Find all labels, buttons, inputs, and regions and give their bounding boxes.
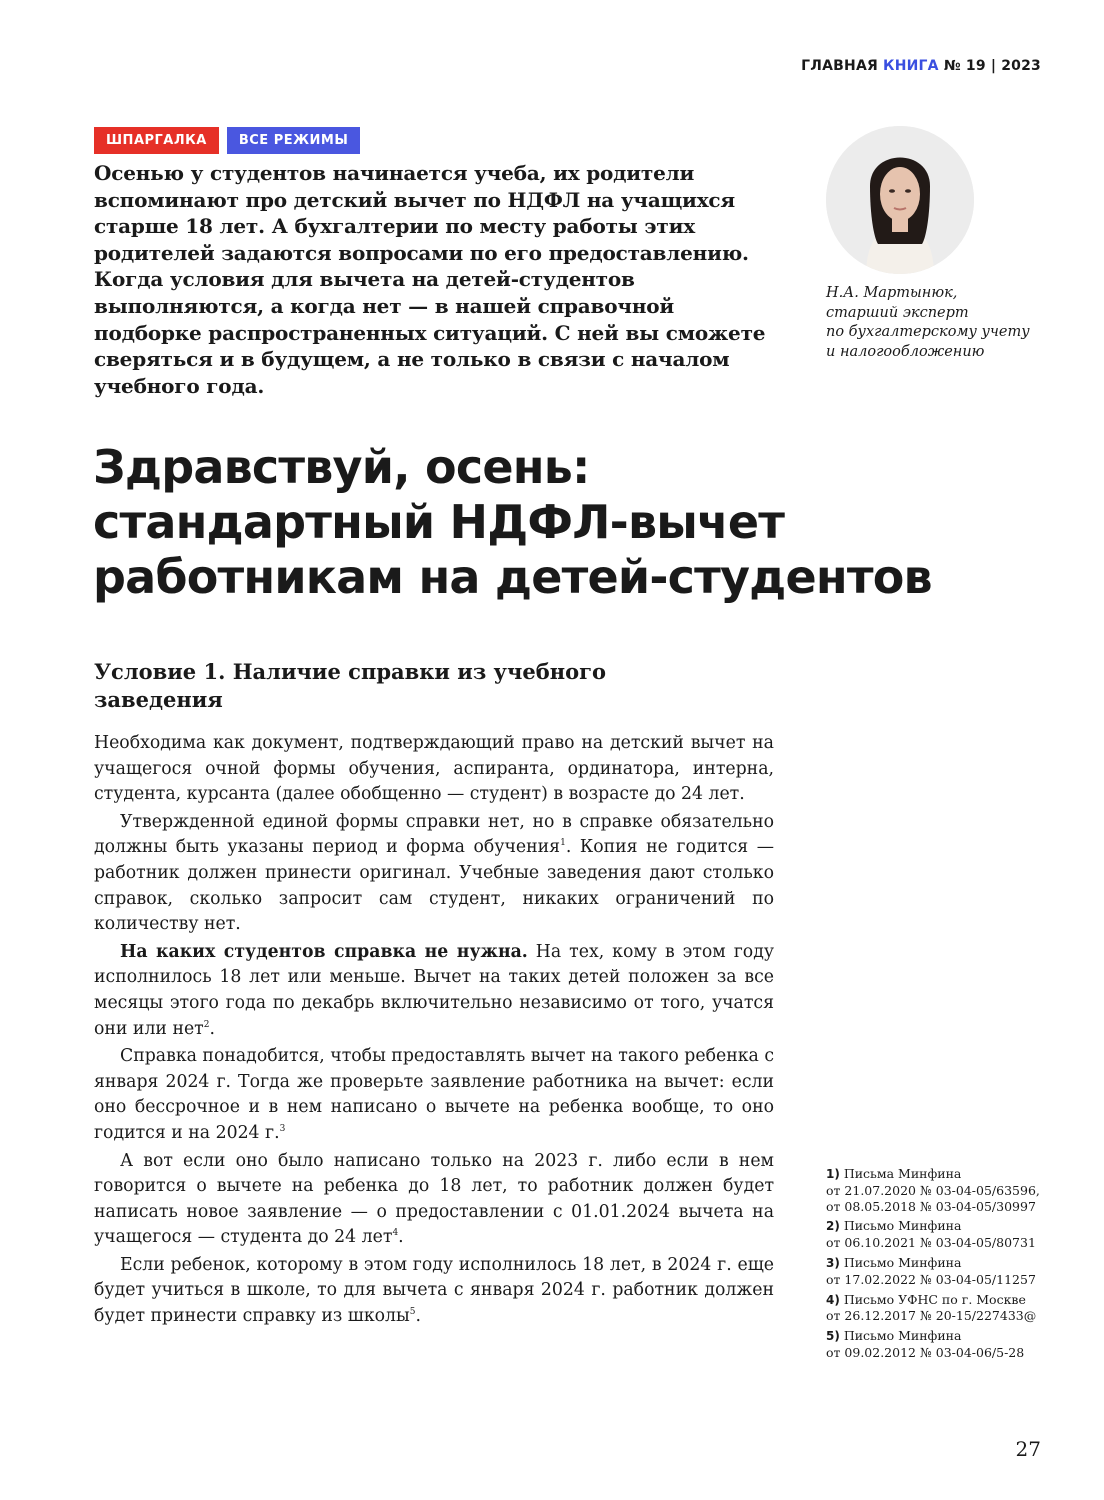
masthead-word2: КНИГА — [883, 58, 939, 74]
footnote-5: 5) Письмо Минфина от 09.02.2012 № 03-04-06/5-28 — [826, 1328, 1025, 1360]
author-role-line1: старший эксперт — [826, 304, 969, 321]
footnote-3: 3) Письмо Минфина от 17.02.2022 № 03-04-05/11257 — [826, 1254, 1036, 1287]
footnote-ref-5: 5 — [409, 1307, 416, 1318]
article-title — [93, 440, 1053, 605]
lead-paragraph: Осенью у студентов начинается учеба, их родители вспоминают про детский вычет по НДФЛ на учащихся старше 18 лет. А бухгалтерии по месту работы этих родителей задаются вопросами по его предоставлению. Когда условия для вычета на детей-студентов выполняются, а когда нет — в нашей справочной подборке распространенных ситуаций. С ней вы сможете сверяться и в будущем, а не только в связи с началом учебного года. — [94, 161, 766, 398]
author-caption — [826, 284, 1046, 362]
author-name: Н.А. Мартынюк, — [826, 285, 958, 301]
body-paragraph-6: Если ребенок, которому в этом году исполнилось 18 лет, в 2024 г. еще будет учиться в школе, то для вычета с января 2024 г. работник должен будет принести справку из школы$^5$. — [94, 1254, 774, 1327]
masthead-issue: № 19 | 2023 — [943, 58, 1041, 74]
author-portrait-illustration — [826, 126, 974, 274]
footnotes — [826, 1166, 1066, 1365]
body-paragraph-2: Утвержденной единой формы справки нет, но в справке обязательно должны быть указаны период и форма обучения$^1$. Копия не годится — работник должен принести оригинал. Учебные заведения дают столько справок, сколько запросит сам студент, никаких ограничений по количеству нет. — [94, 811, 774, 935]
article-body — [94, 731, 774, 1332]
footnote-4: 4) Письмо УФНС по г. Москве от 26.12.2017 № 20-15/227433@ — [826, 1291, 1037, 1324]
page-number: 27 — [1015, 1437, 1041, 1461]
body-paragraph-3: На каких студентов справка не нужна. На тех, кому в этом году исполнилось 18 лет или меньше. Вычет на таких детей положен за все месяцы этого года по декабрь включительно независимо от того, учатся они или нет$^2$. — [94, 941, 774, 1039]
author-photo — [826, 126, 974, 274]
footnote-ref-1: 1 — [560, 838, 566, 849]
footnote-ref-2: 2 — [203, 1019, 210, 1030]
tag-list — [94, 127, 360, 154]
tag-cheatsheet: ШПАРГАЛКА — [94, 127, 219, 154]
author-role-line3: и налогообложению — [826, 343, 985, 360]
inline-heading: На каких студентов справка не нужна. — [120, 941, 528, 962]
title-line1: Здравствуй, осень: — [93, 440, 590, 494]
masthead-word1: ГЛАВНАЯ — [801, 58, 878, 74]
masthead — [801, 58, 1041, 74]
footnote-ref-3: 3 — [279, 1124, 286, 1135]
section-heading: Условие 1. Наличие справки из учебного заведения — [94, 659, 606, 712]
body-paragraph-5: А вот если оно было написано только на 2023 г. либо если в нем говорится о вычете на ребенка до 18 лет, то работник должен будет написать новое заявление — о предоставлении с 01.01.2024 вычета на учащегося — студента до 24 лет$^4$. — [94, 1150, 774, 1248]
footnote-1: 1) Письма Минфина от 21.07.2020 № 03-04-05/63596, от 08.05.2018 № 03-04-05/30997 — [826, 1166, 1040, 1214]
body-paragraph-4: Справка понадобится, чтобы предоставлять вычет на такого ребенка с января 2024 г. Тогда же проверьте заявление работника на вычет: если оно бессрочное и в нем написано о вычете на ребенка вообще, то оно годится и на 2024 г.$^3$ — [94, 1046, 775, 1143]
title-line3: работникам на детей-студентов — [93, 550, 932, 604]
footnote-2: 2) Письмо Минфина от 06.10.2021 № 03-04-05/80731 — [826, 1218, 1036, 1251]
footnote-ref-4: 4 — [392, 1228, 399, 1239]
author-role-line2: по бухгалтерскому учету — [826, 324, 1030, 340]
body-paragraph-1: Необходима как документ, подтверждающий право на детский вычет на учащегося очной формы обучения, аспиранта, ординатора, интерна, студента, курсанта (далее обобщенно — студент) в возрасте до 24 лет. — [94, 733, 774, 805]
tag-all-regimes: ВСЕ РЕЖИМЫ — [227, 127, 360, 154]
title-line2: стандартный НДФЛ-вычет — [93, 495, 785, 549]
